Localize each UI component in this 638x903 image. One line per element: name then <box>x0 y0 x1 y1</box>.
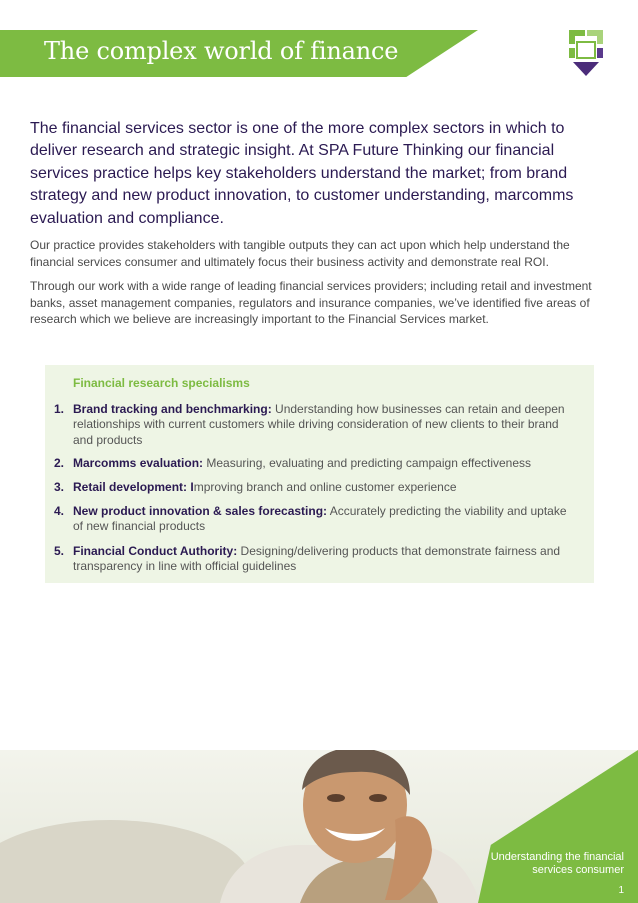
footer-caption: Understanding the financial services consumer <box>490 851 624 876</box>
intro-paragraph-1: Our practice provides stakeholders with tangible outputs they can act upon which help understand the financial services consumer and ultimately focus their business activity and demonstrate real ROI. <box>30 238 570 269</box>
intro-paragraph-2: Through our work with a wide range of leading financial services providers; including retail and investment banks, asset management companies, regulators and insurance companies, we’ve identified five areas of research which we believe are increasingly important to the Financial Services market. <box>30 279 592 326</box>
item-term: New product innovation & sales forecasting: <box>73 504 328 518</box>
item-text: Measuring, evaluating and predicting campaign effectiveness <box>203 456 532 470</box>
item-number: 4. <box>54 504 65 518</box>
specialisms-box <box>45 365 594 583</box>
item-text: Accurately predicting the viability and uptake of new financial products <box>73 504 567 534</box>
list-item <box>54 480 579 495</box>
item-number: 3. <box>54 480 65 494</box>
item-term: Brand tracking and benchmarking: <box>73 402 272 416</box>
item-term: Retail development: I <box>73 480 194 494</box>
specialisms-title: Financial research specialisms <box>73 376 250 390</box>
item-text: mproving branch and online customer experience <box>193 480 457 494</box>
list-item <box>54 402 579 448</box>
list-item <box>54 456 579 471</box>
list-item <box>54 544 579 575</box>
list-item <box>54 504 579 535</box>
item-text: Understanding how businesses can retain and deepen relationships with current customers while driving consideration of new clients to their brand and products <box>73 402 565 447</box>
cube-logo-icon <box>563 28 609 78</box>
page-title: The complex world of finance <box>44 37 399 65</box>
page-number: 1 <box>618 885 624 896</box>
intro-lead: The financial services sector is one of the more complex sectors in which to deliver research and strategic insight. At SPA Future Thinking our financial services practice helps key stakeholders understand the market; from brand strategy and new product innovation, to customer understanding, marcomms evaluation and compliance. <box>30 120 574 227</box>
item-number: 1. <box>54 402 65 416</box>
item-term: Financial Conduct Authority: <box>73 544 238 558</box>
item-term: Marcomms evaluation: <box>73 456 204 470</box>
item-number: 2. <box>54 456 65 470</box>
item-text: Designing/delivering products that demonstrate fairness and transparency in line with official guidelines <box>73 544 561 574</box>
item-number: 5. <box>54 544 65 558</box>
